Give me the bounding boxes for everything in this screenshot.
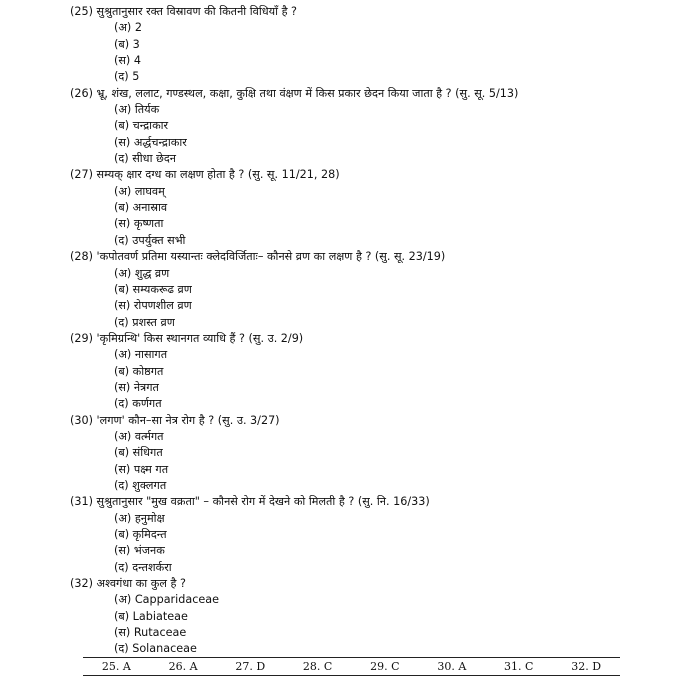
question-list <box>70 4 670 658</box>
option-item: (अ) लाघवम् <box>114 184 165 198</box>
answer-key-item: 32. D <box>571 660 602 673</box>
option-item: (अ) वर्त्मगत <box>114 429 164 443</box>
answer-key-item: 26. A <box>168 660 198 673</box>
option-item: (स) Rutaceae <box>114 626 187 640</box>
option-item: (द) शुक्लगत <box>114 478 167 492</box>
option-item: (अ) तिर्यक <box>114 103 160 117</box>
question-heading <box>70 576 670 592</box>
option-item: (द) प्रशस्त व्रण <box>114 315 175 329</box>
question-heading <box>70 86 670 102</box>
question-block <box>70 86 670 168</box>
question-number: (31) <box>70 495 93 509</box>
option-item: (द) कर्णगत <box>114 397 162 411</box>
answer-key-item: 27. D <box>235 660 266 673</box>
question-heading <box>70 331 670 347</box>
option-item: (स) रोपणशील व्रण <box>114 299 192 313</box>
option-item: (द) 5 <box>114 70 140 84</box>
question-heading <box>70 4 670 20</box>
question-block <box>70 576 670 658</box>
option-item: (स) कृष्णता <box>114 217 164 231</box>
option-item: (अ) Capparidaceae <box>114 593 219 607</box>
option-item: (ब) 3 <box>114 37 140 51</box>
question-text: सुश्रुतानुसार रक्त विस्रावण की कितनी विधियाँ है ? <box>96 5 297 18</box>
question-block <box>70 4 670 86</box>
option-item: (स) अर्द्धचन्द्राकार <box>114 135 187 149</box>
option-item: (द) दन्तशर्करा <box>114 560 172 574</box>
answer-key-item: 25. A <box>101 660 131 673</box>
option-item: (ब) सम्यकरूढ व्रण <box>114 282 192 296</box>
option-item: (द) Solanaceae <box>114 642 197 656</box>
question-block <box>70 331 670 413</box>
question-number: (30) <box>70 413 93 427</box>
question-text: अश्वगंधा का कुल है ? <box>96 577 186 591</box>
option-item: (स) भंजनक <box>114 544 165 558</box>
option-item: (अ) शुद्ध व्रण <box>114 266 170 280</box>
question-block <box>70 167 670 249</box>
option-item: (ब) चन्द्राकार <box>114 119 169 133</box>
question-text: 'कपोतवर्ण प्रतिमा यस्यान्तः क्लेदविर्जिताः– कौनसे व्रण का लक्षण है ? (सु. सू. 23/19) <box>96 250 446 264</box>
answer-key-item: 30. A <box>437 660 467 673</box>
question-text: भ्रू, शंख, ललाट, गण्डस्थल, कक्षा, कुक्षि तथा वंक्षण में किस प्रकार छेदन किया जाता है ? (सु. सू. 5/13) <box>96 86 519 100</box>
option-item: (द) उपर्युक्त सभी <box>114 233 186 247</box>
question-heading <box>70 167 670 183</box>
question-heading <box>70 249 670 265</box>
question-number: (26) <box>70 86 93 100</box>
option-item: (अ) नासागत <box>114 348 168 362</box>
option-item: (द) सीधा छेदन <box>114 152 177 166</box>
question-number: (32) <box>70 577 93 591</box>
question-heading <box>70 413 670 429</box>
answer-key-bar <box>83 657 620 676</box>
question-block <box>70 249 670 331</box>
option-item: (ब) कोष्ठगत <box>114 364 164 378</box>
option-item: (स) 4 <box>114 54 141 68</box>
option-item: (ब) संधिगत <box>114 446 163 460</box>
answer-key-item: 29. C <box>370 660 400 673</box>
answer-key-item: 28. C <box>302 660 333 673</box>
option-item: (ब) Labiateae <box>114 609 188 623</box>
option-item: (ब) अनास्राव <box>114 201 168 215</box>
question-number: (29) <box>70 331 93 345</box>
question-heading <box>70 494 670 510</box>
option-item: (स) पक्ष्म गत <box>114 462 169 476</box>
option-item: (अ) हनुमोक्ष <box>114 511 165 525</box>
question-number: (27) <box>70 168 93 182</box>
question-text: 'कृमिग्रन्थि' किस स्थानगत व्याधि हैं ? (सु. उ. 2/9) <box>96 331 304 345</box>
question-block <box>70 494 670 576</box>
question-text: सुश्रुतानुसार "मुख वक्रता" – कौनसे रोग में देखने को मिलती है ? (सु. नि. 16/33) <box>96 495 430 509</box>
option-item: (स) नेत्रगत <box>114 380 159 394</box>
question-text: सम्यक् क्षार दग्ध का लक्षण होता है ? (सु. सू. 11/21, 28) <box>96 168 340 182</box>
question-number: (28) <box>70 250 93 264</box>
option-item: (अ) 2 <box>114 21 142 35</box>
answer-key-item: 31. C <box>504 660 534 673</box>
question-number: (25) <box>70 5 93 18</box>
question-block <box>70 413 670 495</box>
question-text: 'लगण' कौन–सा नेत्र रोग है ? (सु. उ. 3/27) <box>96 413 280 427</box>
option-item: (ब) कृमिदन्त <box>114 528 167 541</box>
